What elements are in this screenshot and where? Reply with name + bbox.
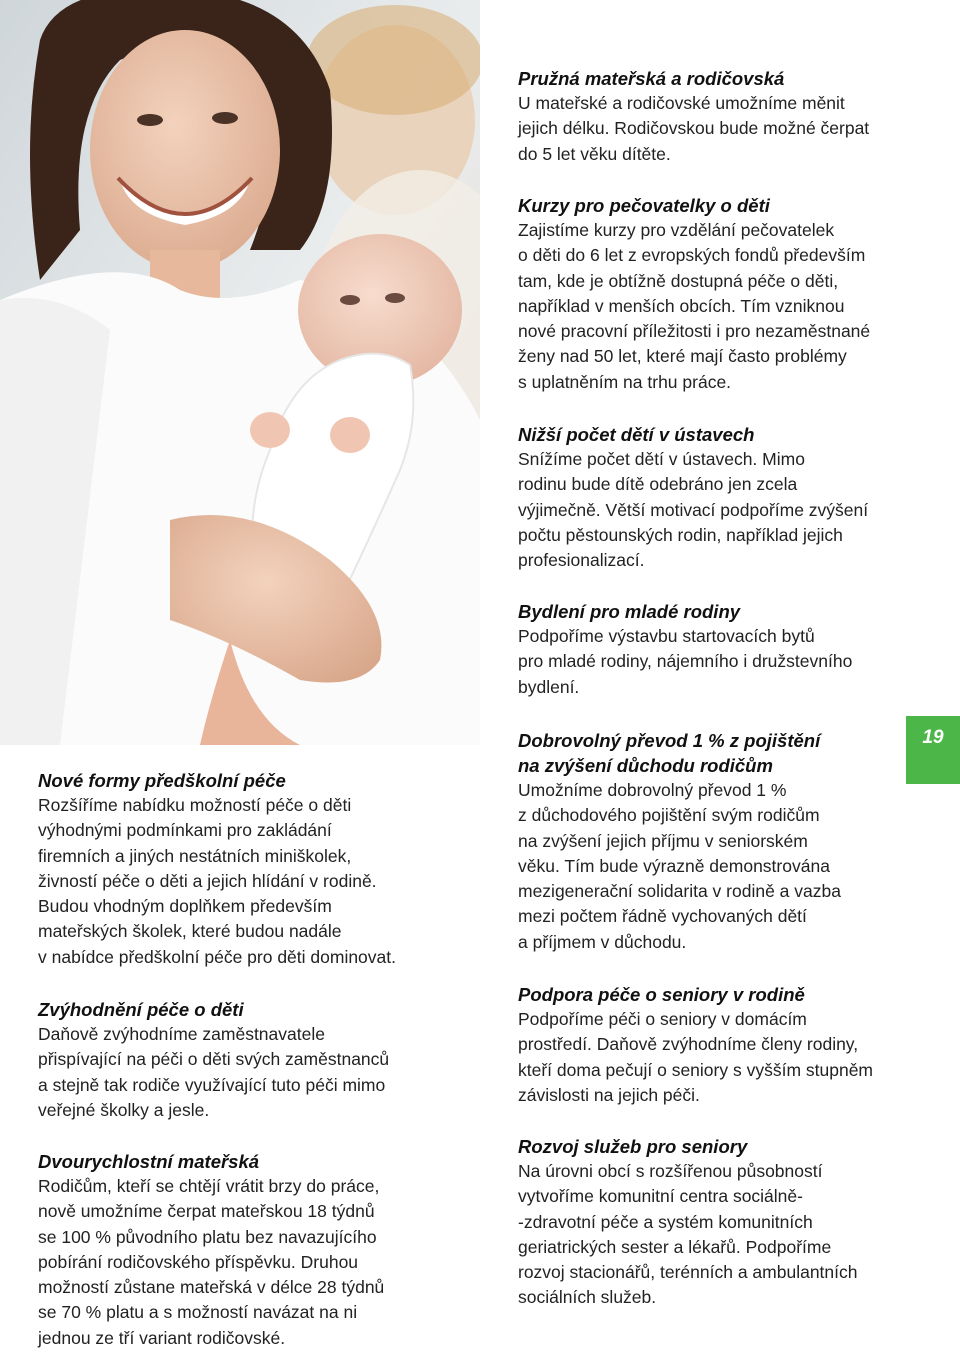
section-title: Zvýhodnění péče o děti — [38, 999, 244, 1020]
page-number-badge: 19 — [906, 716, 960, 784]
section-text: Rozšíříme nabídku možností péče o děti výhodnými podmínkami pro zakládání firemních a jiných nestátních miniškolek, živností péče o děti a jejich hlídání v rodině. Budou vhodným doplňkem především mateřských školek, které budou nadále v nabídce předškolní péče pro děti dominovat. — [38, 795, 396, 967]
section-senior-services — [518, 1134, 938, 1311]
section-text: U mateřské a rodičovské umožníme měnit jejich délku. Rodičovskou bude možné čerpat do 5 let věku dítěte. — [518, 93, 870, 164]
section-flexible-maternity — [518, 66, 938, 167]
section-text: Podpoříme výstavbu startovacích bytů pro mladé rodiny, nájemního i družstevního bydlení. — [518, 626, 853, 697]
section-text: Daňově zvýhodníme zaměstnavatele přispívající na péči o děti svých zaměstnanců a stejně tak rodiče využívající tuto péči mimo veřejné školky a jesle. — [38, 1024, 390, 1120]
section-title: Bydlení pro mladé rodiny — [518, 601, 741, 622]
section-senior-care-family — [518, 982, 938, 1108]
section-title: Kurzy pro pečovatelky o děti — [518, 195, 770, 216]
section-title: Nižší počet dětí v ústavech — [518, 424, 755, 445]
section-childcare-courses — [518, 193, 938, 395]
section-title: Dvourychlostní mateřská — [38, 1151, 260, 1172]
section-voluntary-pension-transfer — [518, 728, 938, 955]
section-text: Na úrovni obcí s rozšířenou působností vytvoříme komunitní centra sociálně- -zdravotní péče a systém komunitních geriatrických sester a lékařů. Podpoříme rozvoj stacionářů, terénních a ambulantních sociálních služeb. — [518, 1161, 858, 1308]
section-housing-young-families — [518, 599, 938, 700]
section-title: Podpora péče o seniory v rodině — [518, 984, 805, 1005]
section-text: Zajistíme kurzy pro vzdělání pečovatelek o děti do 6 let z evropských fondů především tam, kde je obtížně dostupná péče o děti, například v menších obcích. Tím vzniknou nové pracovní příležitosti i pro nezaměstnané ženy nad 50 let, které mají často problémy s uplatněním na trhu práce. — [518, 220, 871, 392]
section-title: Pružná mateřská a rodičovská — [518, 68, 785, 89]
photo-mother-with-newborn — [0, 0, 480, 745]
section-childcare-tax-benefit — [38, 997, 458, 1123]
section-title: Nové formy předškolní péče — [38, 770, 286, 791]
section-two-speed-maternity — [38, 1149, 458, 1351]
section-title: Rozvoj služeb pro seniory — [518, 1136, 748, 1157]
section-text: Umožníme dobrovolný převod 1 % z důchodového pojištění svým rodičům na zvýšení jejich příjmu v seniorském věku. Tím bude výrazně demonstrována mezigenerační solidarita v rodině a vazba mezi počtem řádně vychovaných dětí a příjmem v důchodu. — [518, 780, 841, 952]
section-text: Rodičům, kteří se chtějí vrátit brzy do práce, nově umožníme čerpat mateřskou 18 týdnů se 100 % původního platu bez navazujícího pobírání rodičovského příspěvku. Druhou možností zůstane mateřská v délce 28 týdnů se 70 % platu a s možností navázat na ni jednou ze tří variant rodičovské. — [38, 1176, 385, 1348]
section-text: Snížíme počet dětí v ústavech. Mimo rodinu bude dítě odebráno jen zcela výjimečně. Větší motivací podpoříme zvýšení počtu pěstounských rodin, například jejich profesionalizací. — [518, 449, 869, 571]
section-fewer-children-in-institutions — [518, 422, 938, 573]
section-title: Dobrovolný převod 1 % z pojištění na zvýšení důchodu rodičům — [518, 730, 821, 776]
photo-illustration — [0, 0, 480, 745]
section-new-preschool-care — [38, 768, 458, 970]
section-text: Podpoříme péči o seniory v domácím prostředí. Daňově zvýhodníme členy rodiny, kteří doma pečují o seniory s vyšším stupněm závislosti na jejich péči. — [518, 1009, 873, 1105]
